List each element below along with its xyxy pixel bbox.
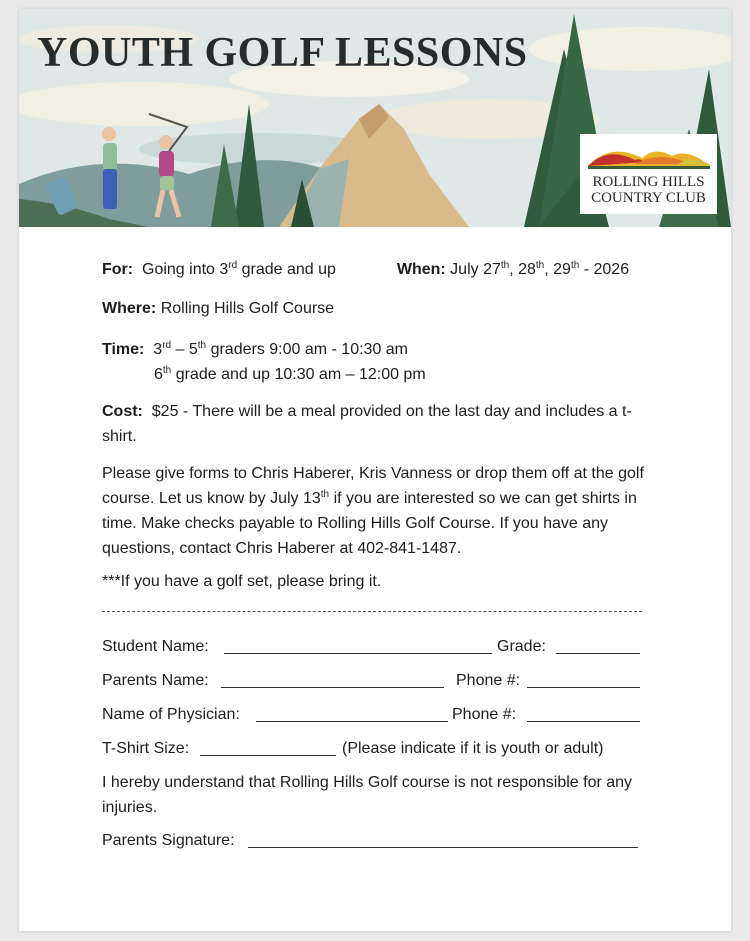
phone-field-1[interactable] [527,671,640,688]
where-label: Where: [102,300,157,317]
time-row-2 [154,362,426,387]
signature-label: Parents Signature: [102,832,235,849]
country-club-logo [580,134,717,214]
golf-set-note: ***If you have a golf set, please bring it. [102,573,382,590]
tshirt-row [102,736,647,761]
tshirt-size-field[interactable] [200,739,336,756]
cost-text: $25 - There will be a meal provided on the last day and includes a t-shirt. [102,403,632,445]
time-label: Time: [102,341,145,358]
parents-name-row [102,668,647,693]
grade-label: Grade: [497,638,546,655]
time-slot-2: 6th grade and up 10:30 am – 12:00 pm [154,365,426,383]
parents-name-field[interactable] [221,671,444,688]
when-label: When: [396,261,446,278]
flyer-page [19,9,731,931]
physician-field[interactable] [256,705,448,722]
waiver-text: I hereby understand that Rolling Hills Golf course is not responsible for any injuries. [102,774,633,816]
tshirt-size-note: (Please indicate if it is youth or adult) [342,740,604,757]
phone-label-1: Phone #: [456,672,521,689]
for-label: For: [102,261,134,278]
time-row-1 [102,337,408,362]
forms-paragraph: Please give forms to Chris Haberer, Kris Vanness or drop them off at the golf course. Let us know by July 13th if you are interested so we can get shirts in time. Make checks payable to Rolling Hills Golf Course. If you have any questions, contact Chris Haberer at 402-841-1487. [102,465,644,557]
student-name-row [102,634,647,659]
student-name-label: Student Name: [102,638,209,655]
grade-field[interactable] [556,637,640,654]
cost-paragraph [102,399,647,449]
for-when-row [102,257,629,282]
logo-text-line-1: ROLLING HILLS [592,174,705,190]
where-text: Rolling Hills Golf Course [160,300,335,317]
physician-row [102,702,647,727]
banner-title: YOUTH GOLF LESSONS [37,30,528,76]
student-name-field[interactable] [224,637,492,654]
header-banner [19,9,731,227]
cost-label: Cost: [102,403,143,420]
physician-label: Name of Physician: [102,706,240,723]
phone-label-2: Phone #: [452,706,517,723]
signature-field[interactable] [248,831,638,848]
for-text: Going into 3rd grade and up [142,260,336,278]
time-slot-1: 3rd – 5th graders 9:00 am - 10:30 am [153,340,409,358]
cut-line-divider [102,611,642,612]
when-text: July 27th, 28th, 29th - 2026 [450,260,630,278]
parents-name-label: Parents Name: [102,672,209,689]
logo-text-line-2: COUNTRY CLUB [591,190,706,206]
signature-row [102,828,647,853]
tshirt-size-label: T-Shirt Size: [102,740,190,757]
where-row [102,296,334,321]
phone-field-2[interactable] [527,705,640,722]
hills-logo-icon [580,134,717,174]
